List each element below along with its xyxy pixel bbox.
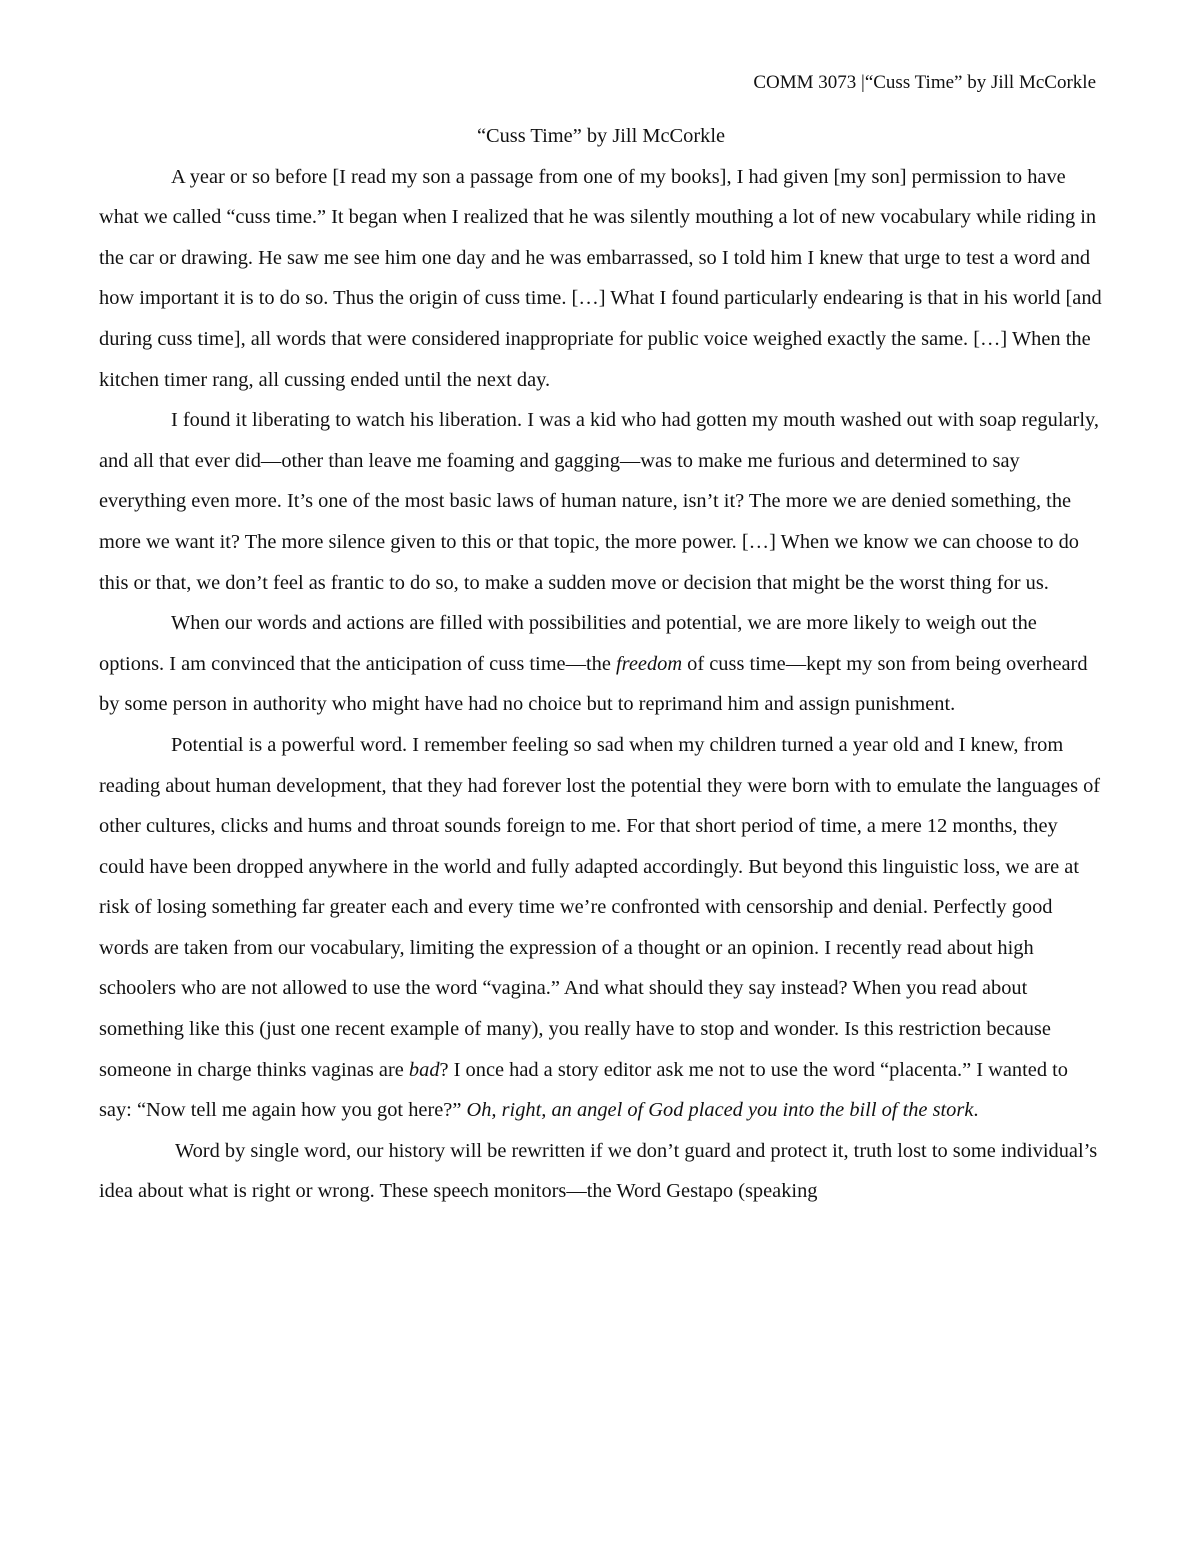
paragraph-1: A year or so before [I read my son a passage from one of my books], I had given [my son] permission to have what we called “cuss time.” It began when I realized that he was silently mouthing a lot of new vocabulary while riding in the car or drawing. He saw me see him one day and he was embarrassed, so I told him I knew that urge to test a word and how important it is to do so. Thus the origin of cuss time. […] What I found particularly endearing is that in his world [and during cuss time], all words that were considered inappropriate for public voice weighed exactly the same. […] When the kitchen timer rang, all cussing ended until the next day. — [99, 165, 1102, 391]
essay-title: “Cuss Time” by Jill McCorkle — [476, 125, 726, 147]
emphasis-freedom: freedom — [616, 652, 683, 675]
running-header: COMM 3073 |“Cuss Time” by Jill McCorkle — [753, 72, 1096, 93]
paragraph-3-text-a: When our words and actions are filled with possibilities and potential, we are more likely to weigh out the options. I am convinced that the anticipation of cuss time—the — [99, 612, 1037, 675]
paragraph-4-text-a: Potential is a powerful word. I remember feeling so sad when my children turned a year old and I knew, from reading about human development, that they had forever lost the potential they were born with to emulate the languages of other cultures, clicks and hums and throat sounds foreign to me. For that short period of time, a mere 12 months, they could have been dropped anywhere in the world and fully adapted accordingly. But beyond this linguistic loss, we are at risk of losing something far greater each and every time we’re confronted with censorship and denial. Perfectly good words are taken from our vocabulary, limiting the expression of a thought or an opinion. I recently read about high schoolers who are not allowed to use the word “vagina.” And what should they say instead? When you read about something like this (just one recent example of many), you really have to stop and wonder. Is this restriction because someone in charge thinks vaginas are — [99, 733, 1101, 1081]
paragraph-4-text-b: ? I once had a story editor ask me not to use the word “placenta.” I wanted to say: “Now tell me again how you got here?” — [99, 1058, 1069, 1122]
paragraph-3-text-b: of cuss time—kept my son from being overheard by some person in authority who might have had no choice but to reprimand him and assign punishment. — [99, 652, 1088, 716]
paragraph-4 — [99, 725, 1103, 1131]
emphasis-stork: Oh, right, an angel of God placed you into the bill of the stork — [466, 1099, 974, 1122]
paragraph-3 — [99, 603, 1103, 725]
paragraph-4-text-end: . — [973, 1099, 979, 1122]
paragraph-5: Word by single word, our history will be rewritten if we don’t guard and protect it, truth lost to some individual’s idea about what is right or wrong. These speech monitors—the Word Gestapo (speaking — [99, 1139, 1098, 1203]
emphasis-bad: bad — [408, 1058, 440, 1081]
paragraph-2: I found it liberating to watch his liberation. I was a kid who had gotten my mouth washed out with soap regularly, and all that ever did—other than leave me foaming and gagging—was to make me furious and determined to say everything even more. It’s one of the most basic laws of human nature, isn’t it? The more we are denied something, the more we want it? The more silence given to this or that topic, the more power. […] When we know we can choose to do this or that, we don’t feel as frantic to do so, to make a sudden move or decision that might be the worst thing for us. — [99, 409, 1099, 594]
essay-body — [99, 116, 1103, 1212]
